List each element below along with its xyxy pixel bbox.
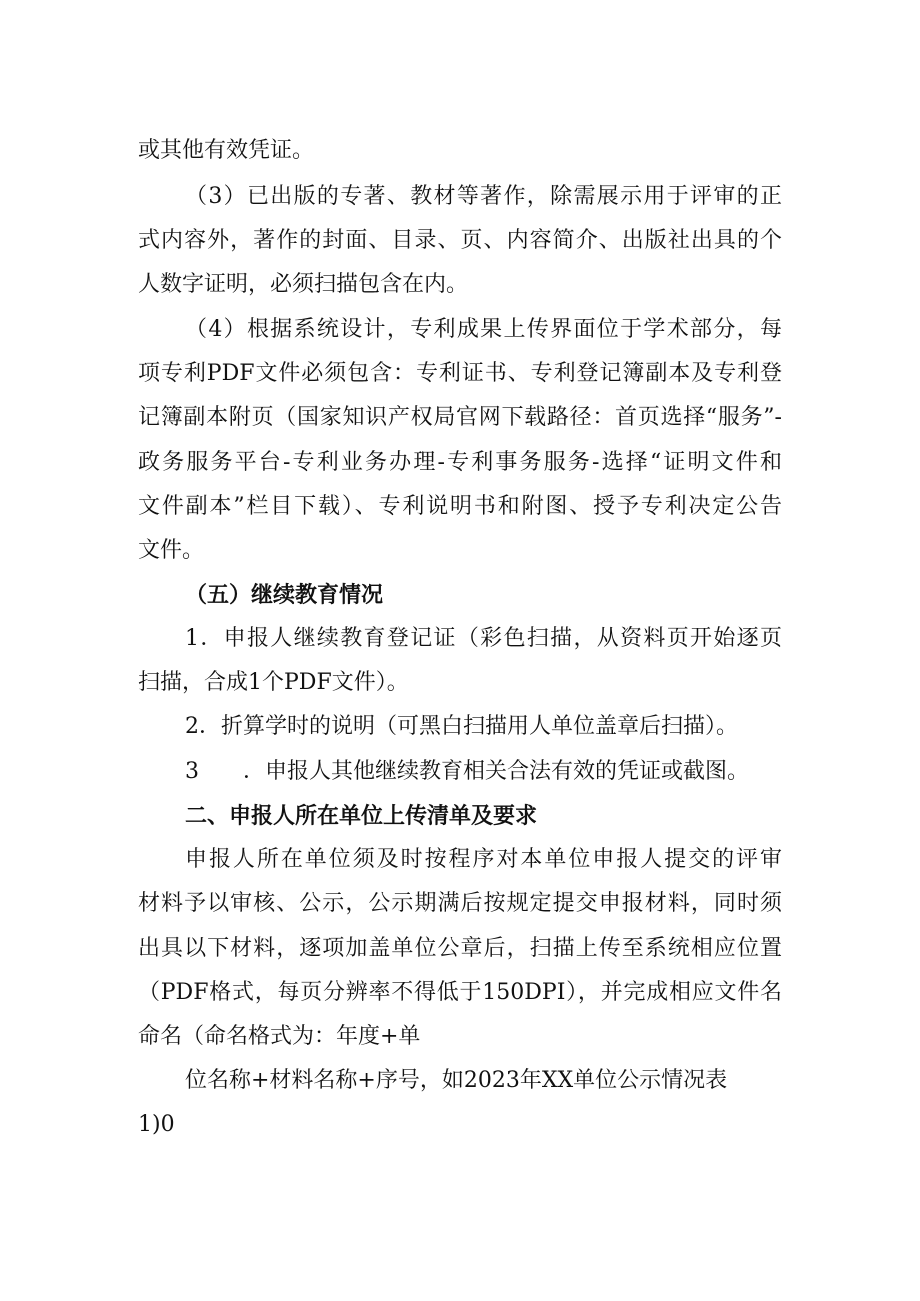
- list-item: 3 ．申报人其他继续教育相关合法有效的凭证或截图。: [185, 759, 749, 784]
- paragraph-line: 1)0: [138, 1112, 175, 1137]
- paragraph-line: 文件。: [138, 538, 205, 563]
- list-item: 1．申报人继续教育登记证（彩色扫描，从资料页开始逐页: [185, 626, 782, 651]
- paragraph-line: 命名（命名格式为：年度+单: [138, 1024, 421, 1049]
- paragraph-line: 或其他有效凭证。: [138, 138, 315, 163]
- paragraph-line: 人数字证明，必须扫描包含在内。: [138, 272, 469, 297]
- section-heading: 二、申报人所在单位上传清单及要求: [185, 803, 538, 829]
- paragraph-line: 出具以下材料，逐项加盖单位公章后，扫描上传至系统相应位置: [138, 936, 782, 961]
- list-item: 2．折算学时的说明（可黑白扫描用人单位盖章后扫描）。: [185, 714, 738, 739]
- paragraph-line: 文件副本”栏目下载）、专利说明书和附图、授予专利决定公告: [138, 494, 782, 519]
- paragraph-line: 政务服务平台-专利业务办理-专利事务服务-选择“证明文件和: [138, 450, 782, 475]
- paragraph-line: 式内容外，著作的封面、目录、页、内容简介、出版社出具的个: [138, 228, 782, 253]
- paragraph-line: 材料予以审核、公示，公示期满后按规定提交申报材料，同时须: [138, 891, 782, 916]
- section-heading: （五）继续教育情况: [185, 582, 384, 608]
- paragraph-line: 记簿副本附页（国家知识产权局官网下载路径：首页选择“服务”-: [138, 405, 782, 430]
- paragraph-line: 位名称+材料名称+序号，如2023年XX单位公示情况表: [185, 1068, 728, 1093]
- paragraph-line: 项专利PDF文件必须包含：专利证书、专利登记簿副本及专利登: [138, 361, 782, 386]
- paragraph-line: 申报人所在单位须及时按程序对本单位申报人提交的评审: [185, 847, 782, 872]
- paragraph-line: （4）根据系统设计，专利成果上传界面位于学术部分，每: [185, 317, 782, 342]
- list-item-continuation: 扫描，合成1个PDF文件）。: [138, 670, 409, 695]
- paragraph-line: （PDF格式，每页分辨率不得低于150DPI），并完成相应文件名: [138, 980, 782, 1005]
- paragraph-line: （3）已出版的专著、教材等著作，除需展示用于评审的正: [185, 184, 782, 209]
